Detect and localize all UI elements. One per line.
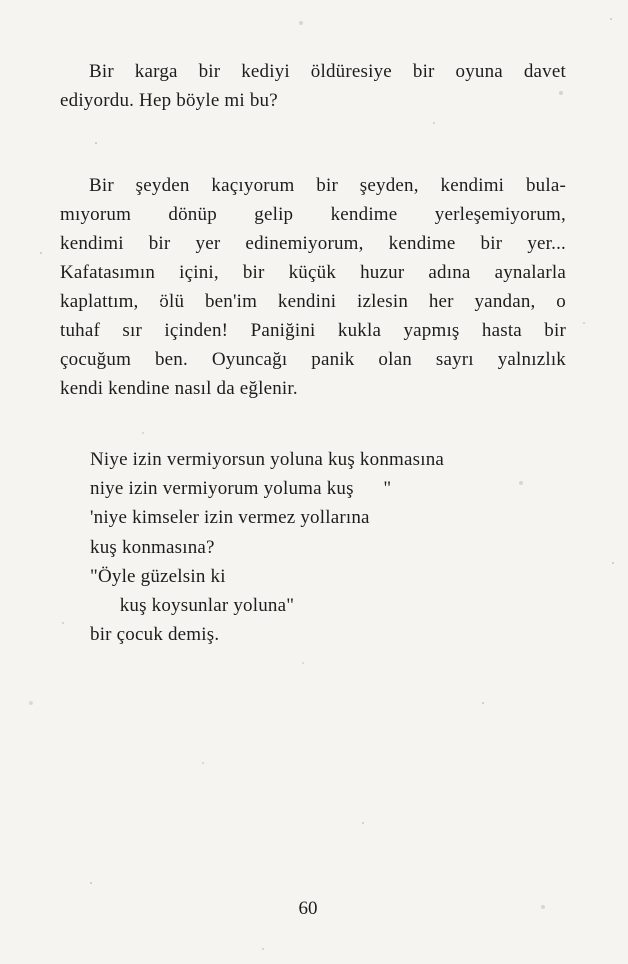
scan-noise [0,0,2,2]
poem-line: Niye izin vermiyorsun yoluna kuş konmasına [90,449,445,470]
paragraph-2 [60,171,566,403]
paragraph-1-line: Bir karga bir kediyi öldüresiye bir oyuna davet [89,61,566,82]
page-number: 60 [298,898,318,919]
paragraph-2-line: kaplattım, ölü ben'im kendini izlesin her yandan, o [60,291,566,312]
poem-line: "Öyle güzelsin ki [90,565,226,587]
poem-line: bir çocuk demiş. [90,624,220,646]
paragraph-2-line: Bir şeyden kaçıyorum bir şeyden, kendimi bula- [89,175,566,196]
poem-line: kuş koysunlar yoluna" [90,595,295,617]
paragraph-2-line: kendi kendine nasıl da eğlenir. [60,378,298,399]
poem-line: 'niye kimseler izin vermez yollarına [90,507,370,529]
paragraph-1-line: ediyordu. Hep böyle mi bu? [60,90,278,111]
poem-block [90,445,588,649]
paragraph-2-line: tuhaf sır içinden! Paniğini kukla yapmış hasta bir [60,320,566,341]
paragraph-2-line: Kafatasımın içini, bir küçük huzur adına aynalarla [60,262,566,283]
paragraph-2-line: çocuğum ben. Oyuncağı panik olan sayrı yalnızlık [60,349,566,370]
paragraph-2-line: kendimi bir yer edinemiyorum, kendime bir yer... [60,233,566,254]
poem-line: kuş konmasına? [90,536,215,558]
paragraph-2-line: mıyorum dönüp gelip kendime yerleşemiyorum, [60,204,566,225]
paragraph-1 [60,0,566,115]
poem-line: niye izin vermiyorum yoluma kuş " [90,478,392,500]
